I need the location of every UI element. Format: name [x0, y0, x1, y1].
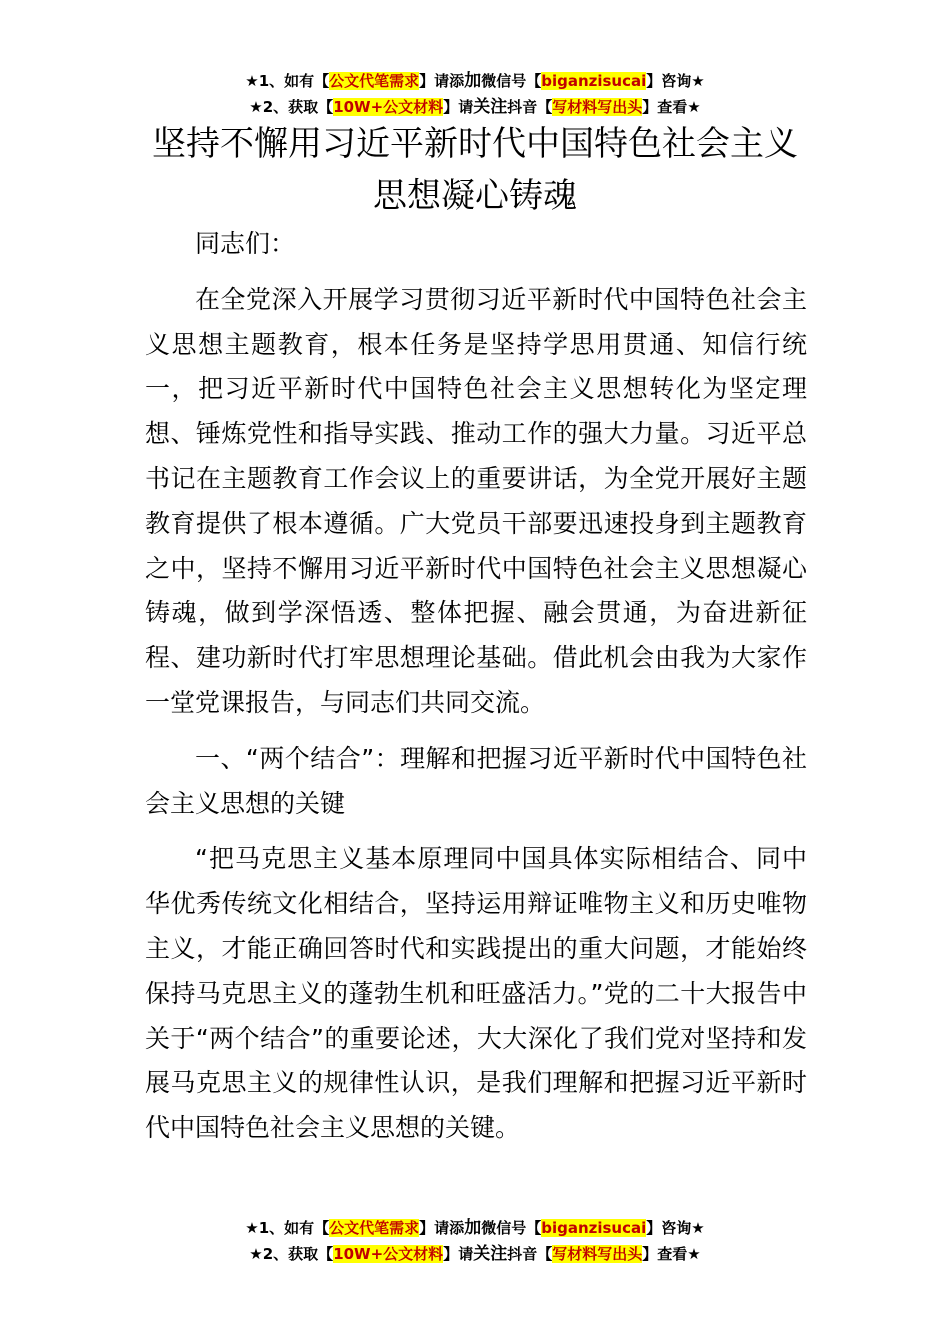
banner-text: 微信号【 — [481, 1219, 542, 1237]
paragraph-intro: 在全党深入开展学习贯彻习近平新时代中国特色社会主义思想主题教育，根本任务是坚持学思用贯通、知信行统一，把习近平新时代中国特色社会主义思想转化为坚定理想、锤炼党性和指导实践、推动工作的强大力量。习近平总书记在主题教育工作会议上的重要讲话，为全党开展好主题教育提供了根本遵循。广大党员干部要迅速投身到主题教育之中，坚持不懈用习近平新时代中国特色社会主义思想凝心铸魂，做到学深悟透、整体把握、融会贯通，为奋进新征程、建功新时代打牢思想理论基础。借此机会由我为大家作一堂党课报告，与同志们共同交流。 — [145, 284, 807, 717]
banner-highlight: 公文代笔需求 — [329, 72, 420, 90]
banner-emphasis: 关注 — [473, 1244, 508, 1264]
banner-text: 】请 — [443, 1245, 474, 1263]
footer-banner — [0, 1215, 950, 1267]
title-line-2: 思想凝心铸魂 — [373, 176, 577, 216]
header-banner — [0, 68, 950, 120]
banner-text: 】咨询★ — [646, 72, 705, 90]
banner-text: 微信号【 — [481, 72, 542, 90]
banner-text: 】请添 — [419, 1219, 465, 1237]
document-title — [0, 118, 950, 222]
banner-emphasis: 加 — [464, 71, 482, 91]
banner-text: 】请添 — [419, 72, 465, 90]
banner-text: 】咨询★ — [646, 1219, 705, 1237]
banner-line-1 — [0, 1215, 950, 1241]
banner-highlight-wechat-id: biganzisucai — [541, 1219, 647, 1237]
salutation: 同志们： — [195, 229, 296, 258]
banner-highlight: 10W+公文材料 — [333, 1245, 444, 1263]
banner-highlight: 公文代笔需求 — [329, 1219, 420, 1237]
banner-text: 】查看★ — [642, 1245, 701, 1263]
banner-highlight-douyin-id: 写材料写出头 — [552, 98, 643, 116]
banner-text: ★2、获取【 — [249, 98, 334, 116]
section-heading-1: 一、“两个结合”：理解和把握习近平新时代中国特色社会主义思想的关键 — [145, 743, 807, 818]
banner-text: 抖音【 — [507, 98, 553, 116]
banner-text: 】查看★ — [642, 98, 701, 116]
banner-text: ★2、获取【 — [249, 1245, 334, 1263]
banner-text: 抖音【 — [507, 1245, 553, 1263]
banner-emphasis: 加 — [464, 1218, 482, 1238]
banner-highlight-wechat-id: biganzisucai — [541, 72, 647, 90]
banner-line-1 — [0, 68, 950, 94]
banner-text: 】请 — [443, 98, 474, 116]
title-line-1: 坚持不懈用习近平新时代中国特色社会主义 — [152, 124, 798, 164]
banner-line-2 — [0, 1241, 950, 1267]
paragraph-section-1: “把马克思主义基本原理同中国具体实际相结合、同中华优秀传统文化相结合，坚持运用辩证唯物主义和历史唯物主义，才能正确回答时代和实践提出的重大问题，才能始终保持马克思主义的蓬勃生机和旺盛活力。”党的二十大报告中关于“两个结合”的重要论述，大大深化了我们党对坚持和发展马克思主义的规律性认识，是我们理解和把握习近平新时代中国特色社会主义思想的关键。 — [145, 844, 807, 1143]
banner-text: ★1、如有【 — [245, 1219, 330, 1237]
banner-emphasis: 关注 — [473, 97, 508, 117]
document-body — [145, 222, 807, 1162]
banner-text: ★1、如有【 — [245, 72, 330, 90]
banner-highlight-douyin-id: 写材料写出头 — [552, 1245, 643, 1263]
banner-highlight: 10W+公文材料 — [333, 98, 444, 116]
banner-line-2 — [0, 94, 950, 120]
